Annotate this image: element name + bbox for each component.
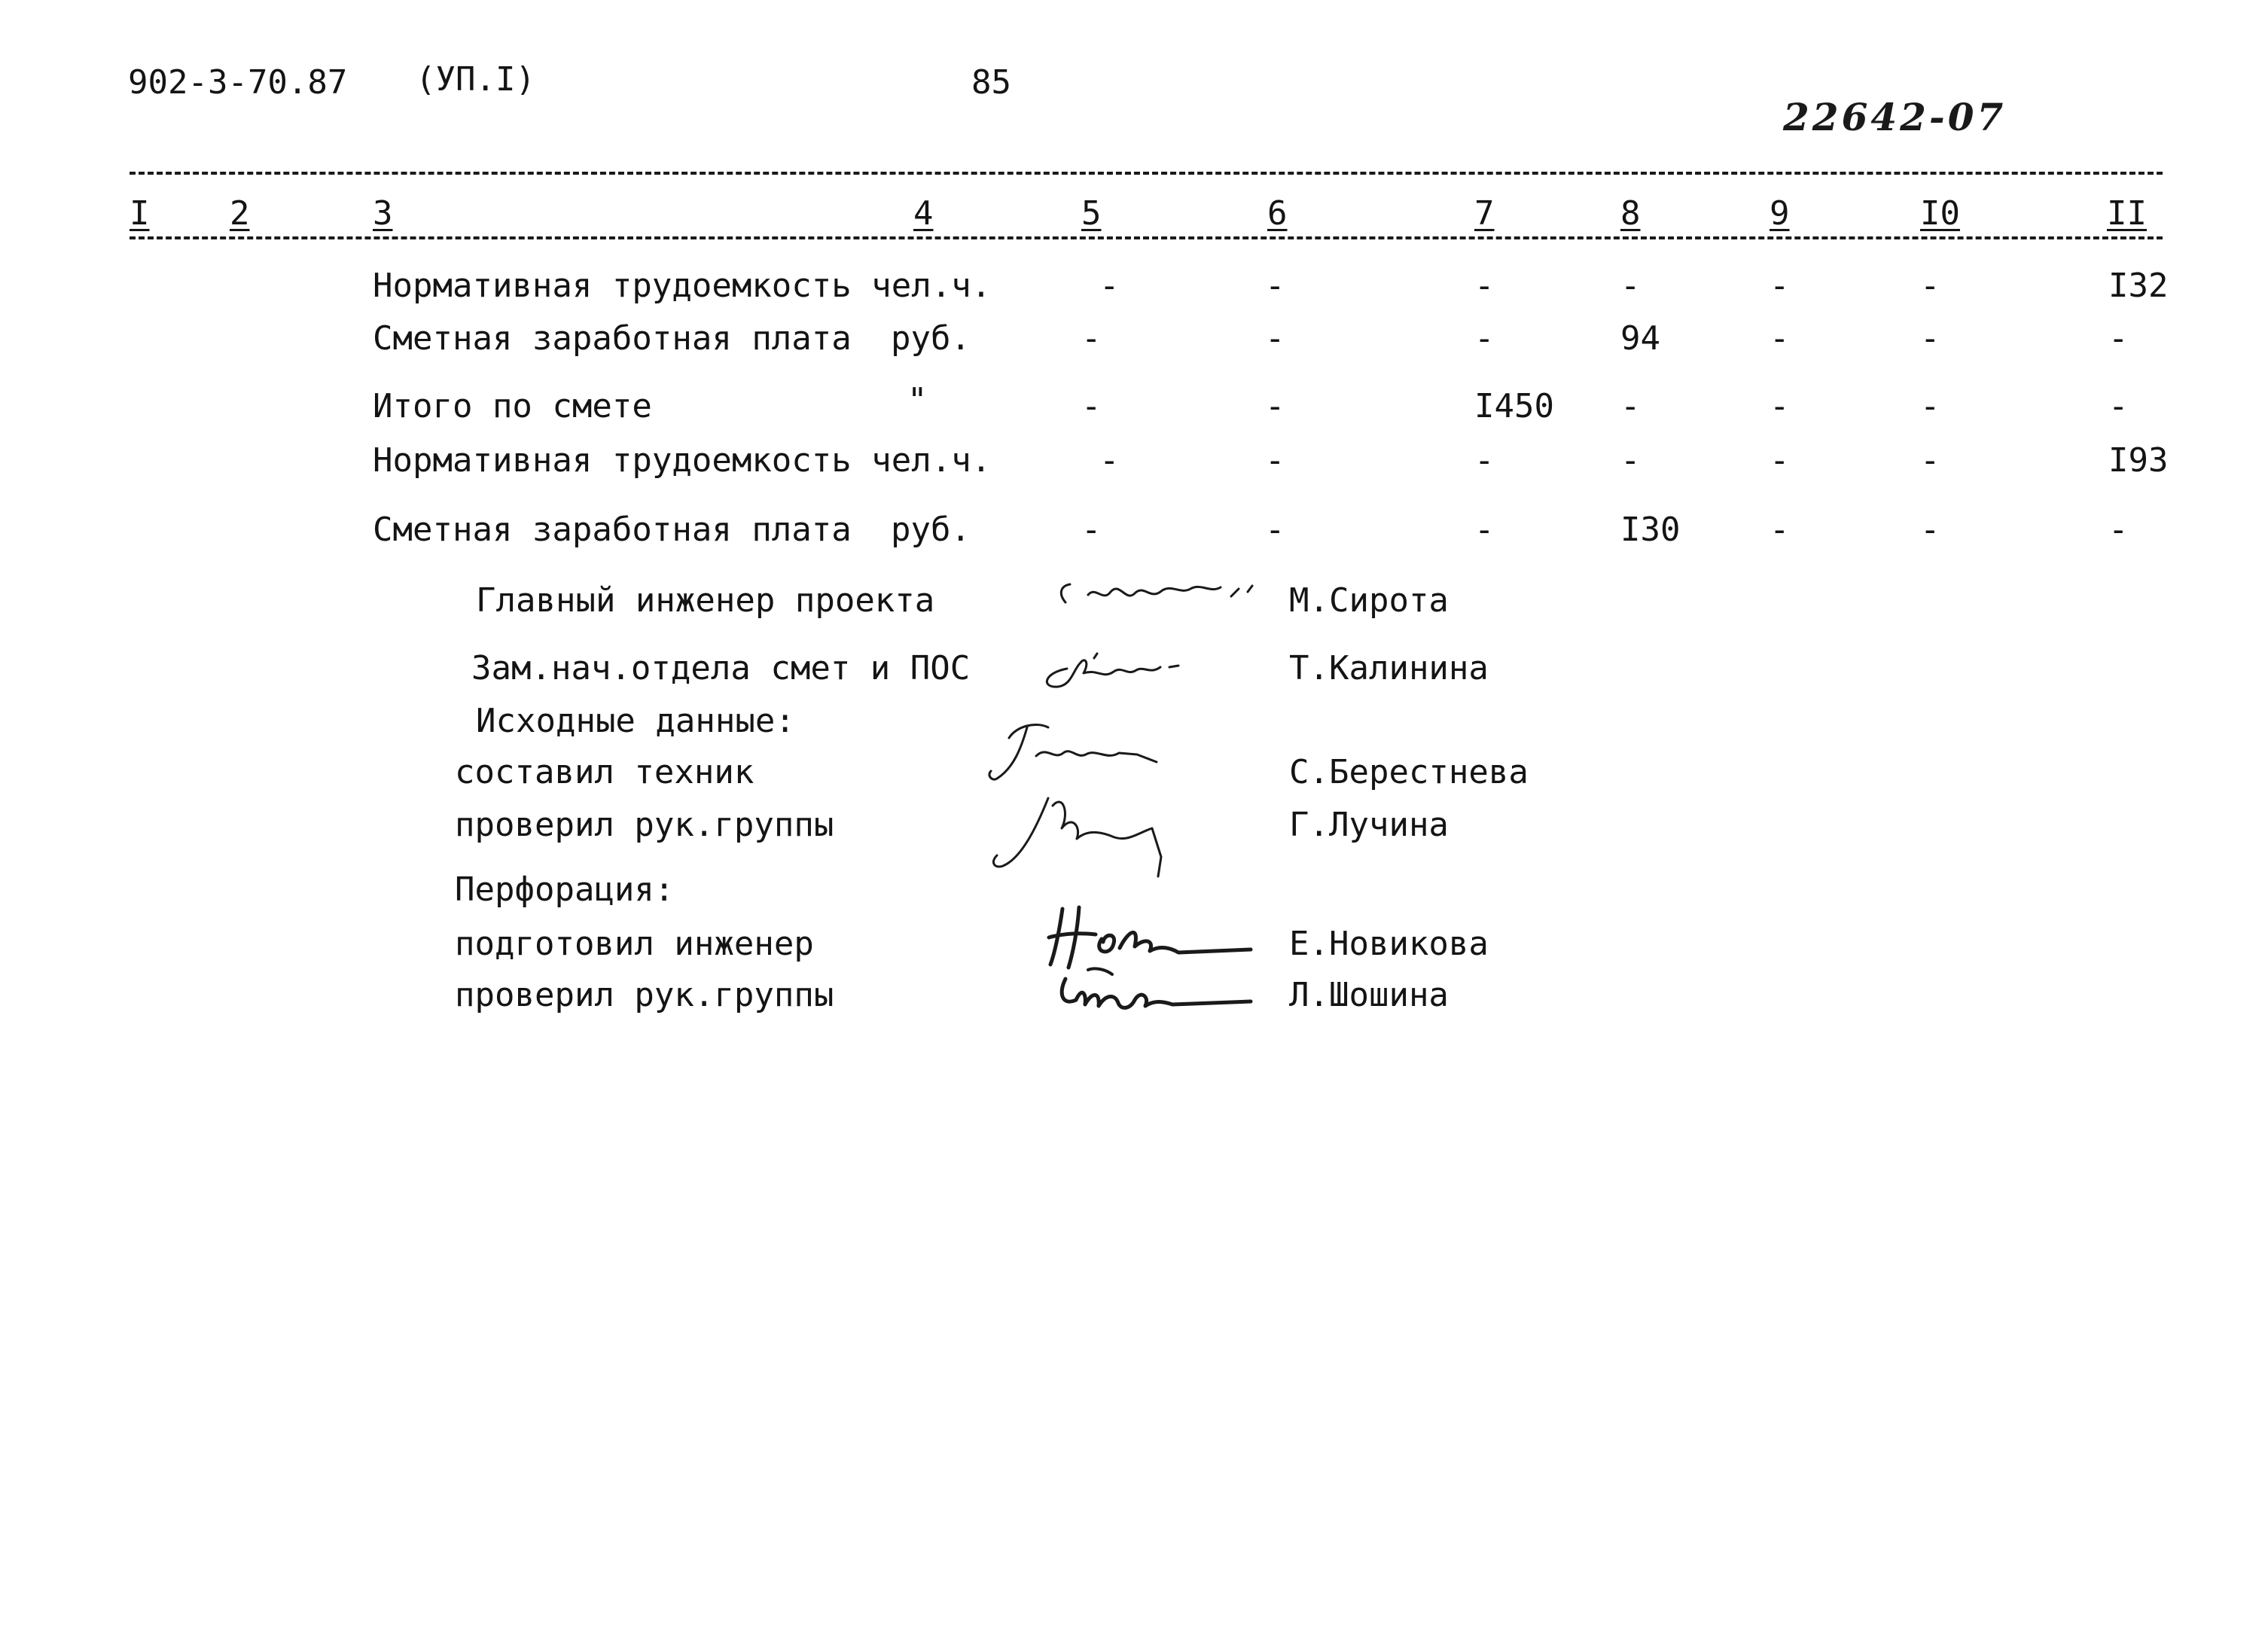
document-code: 902-3-70.87 bbox=[128, 63, 348, 102]
table-cell: - bbox=[1620, 441, 1641, 480]
column-number: 6 bbox=[1267, 194, 1288, 233]
compiled-title: составил техник bbox=[455, 753, 754, 791]
table-cell: - bbox=[1099, 441, 1120, 480]
table-cell: - bbox=[1265, 441, 1285, 480]
table-cell: - bbox=[2108, 511, 2129, 549]
checked-name-2: Л.Шошина bbox=[1289, 976, 1449, 1014]
row-label: Сметная заработная плата bbox=[373, 511, 852, 549]
table-cell: - bbox=[2108, 319, 2129, 358]
table-cell: - bbox=[1081, 511, 1102, 549]
column-number: II bbox=[2107, 194, 2147, 233]
column-number: 5 bbox=[1081, 194, 1102, 233]
table-cell: - bbox=[1081, 387, 1102, 425]
table-top-rule bbox=[130, 172, 2163, 175]
table-cell: - bbox=[1474, 441, 1495, 480]
row-label: Нормативная трудоемкость чел.ч. bbox=[373, 441, 992, 480]
row-unit: " bbox=[907, 381, 928, 419]
table-cell: - bbox=[1770, 319, 1790, 358]
table-cell: - bbox=[1265, 267, 1285, 305]
table-cell: - bbox=[1770, 511, 1790, 549]
compiled-name: С.Берестнева bbox=[1289, 753, 1529, 791]
table-cell: I450 bbox=[1474, 387, 1554, 425]
table-cell: - bbox=[1920, 441, 1940, 480]
source-data-heading: Исходные данные: bbox=[476, 702, 795, 740]
table-cell: - bbox=[1770, 267, 1790, 305]
column-number: 4 bbox=[913, 194, 934, 233]
deputy-head-title: Зам.нач.отдела смет и ПОС bbox=[471, 649, 971, 687]
table-cell: - bbox=[1920, 387, 1940, 425]
table-cell: - bbox=[1770, 441, 1790, 480]
checked-title-2: проверил рук.группы bbox=[455, 976, 834, 1014]
table-cell: - bbox=[1620, 387, 1641, 425]
table-cell: - bbox=[1770, 387, 1790, 425]
row-label: Нормативная трудоемкость чел.ч. bbox=[373, 267, 992, 305]
table-cell: - bbox=[1474, 267, 1495, 305]
chief-engineer-title: Главный инженер проекта bbox=[476, 581, 935, 620]
table-cell: I32 bbox=[2108, 267, 2169, 305]
page-number: 85 bbox=[971, 63, 1011, 102]
column-number: 9 bbox=[1770, 194, 1790, 233]
handwritten-number: 22642-07 bbox=[1783, 95, 2007, 139]
table-cell: - bbox=[2108, 387, 2129, 425]
row-label: Сметная заработная плата bbox=[373, 319, 852, 358]
column-number: 2 bbox=[230, 194, 250, 233]
table-cell: - bbox=[1474, 319, 1495, 358]
prepared-name: Е.Новикова bbox=[1289, 925, 1489, 963]
signature-checked-2 bbox=[1043, 964, 1261, 1017]
table-cell: - bbox=[1920, 319, 1940, 358]
table-cell: I30 bbox=[1620, 511, 1681, 549]
column-number: 3 bbox=[373, 194, 393, 233]
table-cell: - bbox=[1099, 267, 1120, 305]
prepared-title: подготовил инженер bbox=[455, 925, 814, 963]
row-unit: руб. bbox=[891, 319, 971, 358]
table-cell: - bbox=[1920, 511, 1940, 549]
album-code: (УП.I) bbox=[416, 60, 535, 99]
signature-prepared bbox=[1035, 900, 1261, 971]
signature-deputy-head bbox=[1028, 640, 1186, 697]
table-cell: I93 bbox=[2108, 441, 2169, 480]
row-label: Итого по смете bbox=[373, 387, 652, 425]
checked-name-1: Г.Лучина bbox=[1289, 806, 1449, 844]
checked-title-1: проверил рук.группы bbox=[455, 806, 834, 844]
table-cell: - bbox=[1081, 319, 1102, 358]
deputy-head-name: Т.Калинина bbox=[1289, 649, 1489, 687]
column-number: I bbox=[130, 194, 150, 233]
signature-chief-engineer bbox=[1050, 572, 1261, 617]
signature-compiled bbox=[964, 715, 1190, 896]
table-cell: - bbox=[1920, 267, 1940, 305]
column-header-rule bbox=[130, 236, 2163, 239]
table-cell: 94 bbox=[1620, 319, 1660, 358]
table-cell: - bbox=[1620, 267, 1641, 305]
column-number: 7 bbox=[1474, 194, 1495, 233]
table-cell: - bbox=[1265, 511, 1285, 549]
row-unit: руб. bbox=[891, 511, 971, 549]
table-cell: - bbox=[1474, 511, 1495, 549]
table-cell: - bbox=[1265, 319, 1285, 358]
perforation-heading: Перфорация: bbox=[455, 870, 675, 909]
column-number: I0 bbox=[1920, 194, 1960, 233]
table-cell: - bbox=[1265, 387, 1285, 425]
column-number: 8 bbox=[1620, 194, 1641, 233]
chief-engineer-name: М.Сирота bbox=[1289, 581, 1449, 620]
